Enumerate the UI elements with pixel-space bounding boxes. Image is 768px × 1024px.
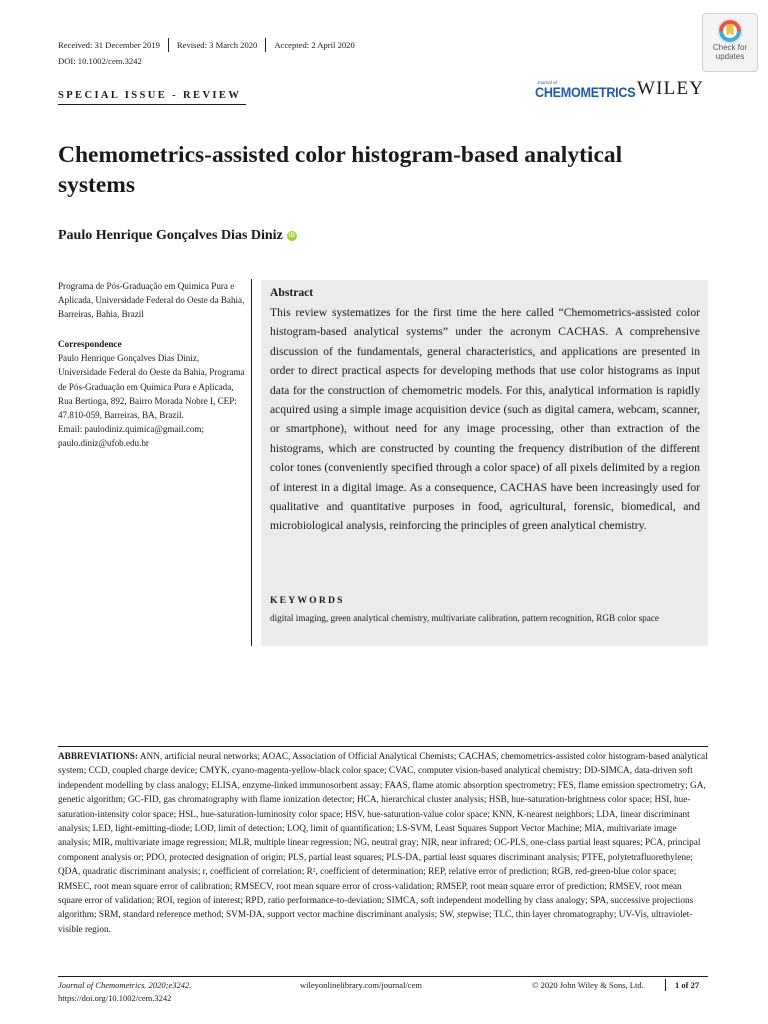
abstract-heading: Abstract [270,286,314,299]
abbreviations-rule [58,746,708,747]
date-separator [168,38,169,52]
publisher-logo[interactable]: WILEY [637,78,705,99]
crossmark-label: Check for updates [712,43,748,61]
column-divider [251,279,252,646]
abbreviations-block [58,750,708,937]
correspondence-heading: Correspondence [58,339,122,349]
article-dates [58,38,355,52]
accepted-date: Accepted: 2 April 2020 [274,40,355,50]
footer-copyright: © 2020 John Wiley & Sons, Ltd. [532,980,644,990]
correspondence-address: Paulo Henrique Gonçalves Dias Diniz, Universidade Federal do Oeste da Bahia, Programa de Pós-Graduação em Química Pura e Aplicada, Rua Bertioga, 892, Bairro Morada Nobre I, CEP: 47.810-059, Barreiras, BA, Brazil. [58,353,245,421]
check-for-updates-button[interactable] [702,13,758,72]
article-title: Chemometrics-assisted color histogram-based analytical systems [58,142,623,198]
journal-logo[interactable]: CHEMOMETRICS [535,84,636,100]
abstract-text: This review systematizes for the first time the here called “Chemometrics-assisted color histogram-based analytical systems” under the acronym CACHAS. A comprehensive discussion of the fundamentals, general characteristics, and applications are presented in order to direct practical aspects for developing methods that use color histograms as input data for the construction of chemometric models. For this, analytical information is rapidly acquired using a simple image acquisition device (such as digital camera, webcam, scanner, or smartphone), without need for any image processing, other than extraction of the histograms, which are constructed by counting the frequency distribution of the different color tones (conveniently specified through a color space) of all pixels delimited by a region of interest in a digital image. As a consequence, CACHAS have been increasingly used for qualitative and quantitative purposes in food, agricultural, forensic, biomedical, and microbiological analysis, reinforcing the principles of green analytical chemistry. [270,306,700,533]
footer-separator [665,979,666,991]
crossmark-icon [717,18,743,44]
abbreviations-heading: ABBREVIATIONS: [58,752,139,762]
author-line [58,228,297,244]
correspondence-block [58,337,248,451]
date-separator [265,38,266,52]
doi[interactable]: DOI: 10.1002/cem.3242 [58,56,142,66]
footer-journal-citation: Journal of Chemometrics. 2020;e3242. [58,980,192,990]
section-underline [58,104,246,105]
affiliation: Programa de Pós-Graduação em Quimica Pura e Aplicada, Universidade Federal do Oeste da Bahia, Barreiras, Bahia, Brazil [58,281,245,320]
keywords-heading: KEYWORDS [270,595,345,606]
page-number: 1 of 27 [675,980,700,990]
abbreviations-text: ANN, artificial neural networks; AOAC, Association of Official Analytical Chemists; CACHAS, chemometrics-assisted color histogram-based analytical system; CCD, coupled charge device; CMYK, cyano-magenta-yellow-black color space; CVAC, computer vision-based analytical chemistry; DD-SIMCA, data-driven soft independent modelling by class analogy; ELISA, enzyme-linked immunosorbent assay; FAAS, flame atomic absorption spectrometry; FES, flame emission spectrometry; GA, genetic algorithm; GC-FID, gas chromatography with flame ionization detector; HCA, hierarchical cluster analysis; HSB, hue-saturation-brightness color space; HSI, hue-saturation-intensity color space; HSL, hue-saturation-luminosity color space; HSV, hue-saturation-value color space; KNN, K-nearest neighbors; LDA, linear discriminant analysis; LED, light-emitting-diode; LOD, limit of detection; LOQ, limit of quantification; LS-SVM, Least Squares Support Vector Machine; MIA, multivariate image analysis; MIR, multivariate image regression; MLR, multiple linear regression; NG, neutral gray; NIR, near infrared; OC-PLS, one-class partial least squares; PCA, principal component analysis or; PDO, protected designation of origin; PLS, partial least squares; PLS-DA, partial least squares discriminant analysis; PTFE, polytetrafluorethylene; QDA, quadratic discriminant analysis; r, coefficient of correlation; R², coefficient of determination; REP, relative error of prediction; RGB, red-green-blue color space; RMSEC, root mean square error of calibration; RMSECV, root mean square error of cross-validation; RMSEP, root mean square error of prediction; RMSEV, root mean square error of validation; ROI, region of interest; RPD, ratio performance-to-deviation; SIMCA, soft independent modelling by class analogy; SPA, successive projections algorithm; SRM, standard reference method; SVM-DA, support vector machine discriminant analysis; SW, stepwise; TLC, thin layer chromatography; UV-Vis, ultraviolet-visible region. [58,752,708,935]
footer-site-link[interactable]: wileyonlinelibrary.com/journal/cem [300,980,422,990]
orcid-icon[interactable]: iD [288,233,295,239]
footer-doi-link[interactable]: https://doi.org/10.1002/cem.3242 [58,993,172,1003]
author-name[interactable]: Paulo Henrique Gonçalves Dias Diniz [58,228,283,243]
section-label: SPECIAL ISSUE - REVIEW [58,90,242,101]
received-date: Received: 31 December 2019 [58,40,160,50]
keywords-text: digital imaging, green analytical chemistry, multivariate calibration, pattern recognition, RGB color space [270,613,659,623]
footer-rule [58,976,708,977]
revised-date: Revised: 3 March 2020 [176,40,258,50]
correspondence-email[interactable]: Email: paulodiniz.quimica@gmail.com; paulo.diniz@ufob.edu.br [58,424,205,449]
journal-prefix: Journal of [537,80,557,85]
